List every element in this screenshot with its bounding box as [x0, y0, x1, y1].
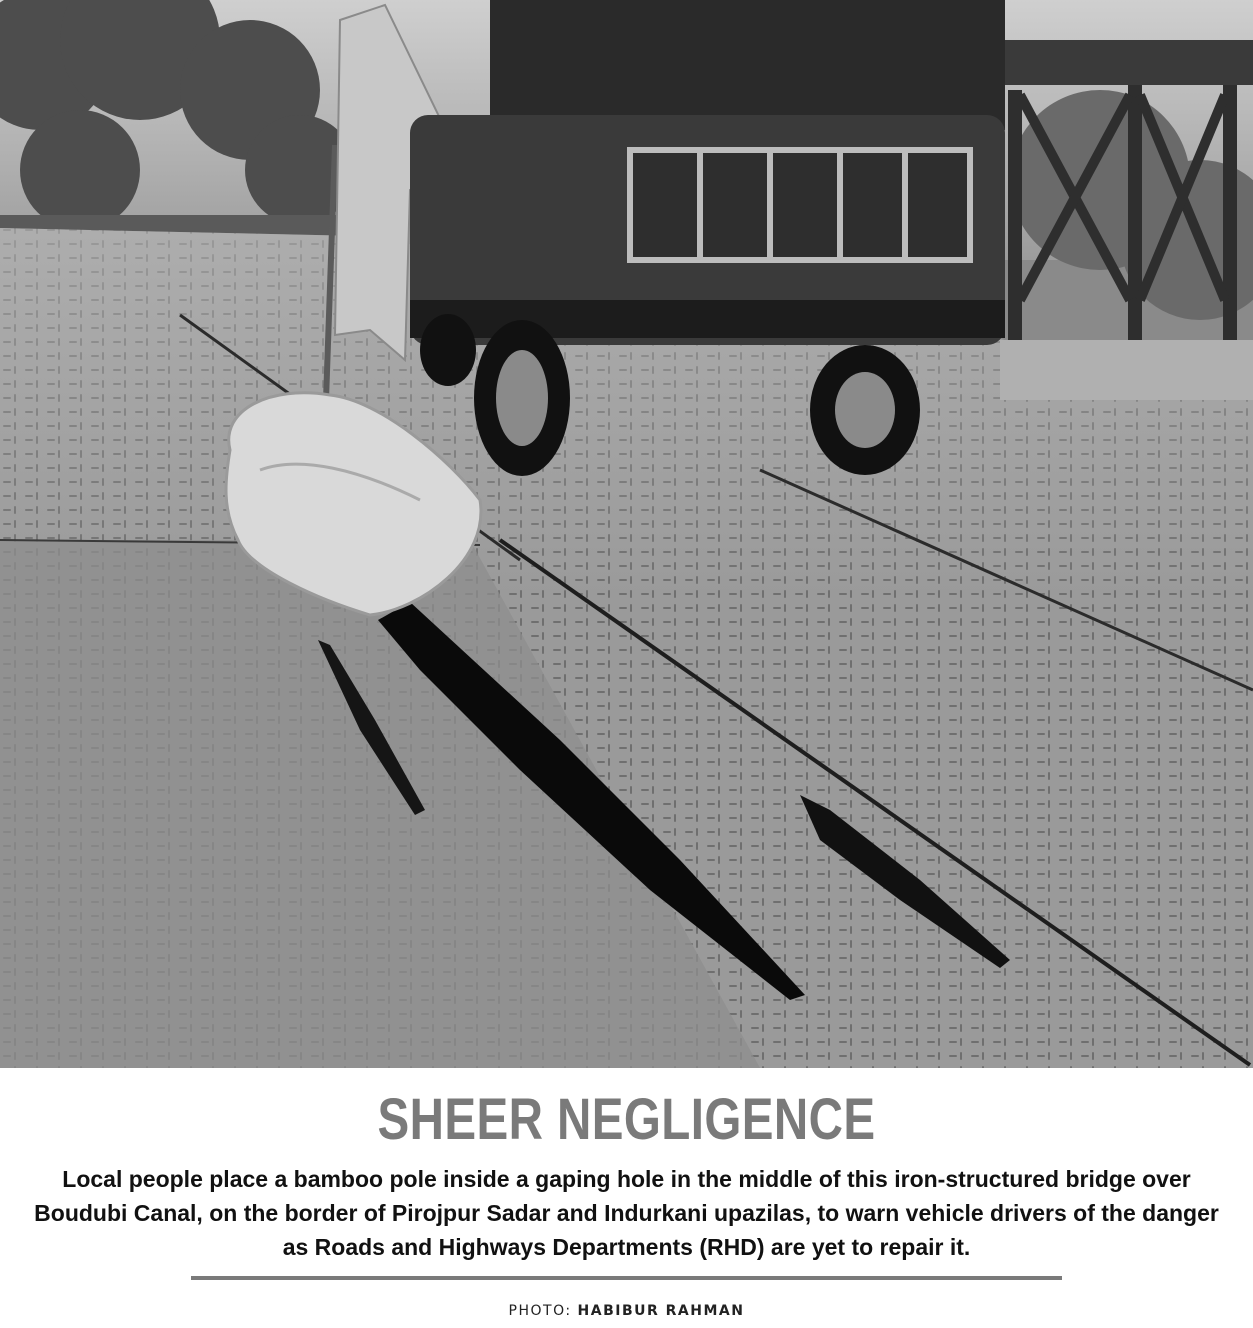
headline: SHEER NEGLIGENCE — [377, 1087, 876, 1152]
credit-name: HABIBUR RAHMAN — [577, 1303, 745, 1319]
caption-line: as Roads and Highways Departments (RHD) are yet to repair it. — [282, 1234, 971, 1260]
caption-line: Boudubi Canal, on the border of Pirojpur Sadar and Indurkani upazilas, to warn vehicle drivers of the danger — [34, 1200, 1219, 1226]
photo-caption — [20, 1162, 1233, 1264]
photo-credit — [0, 1301, 1253, 1321]
caption-line: Local people place a bamboo pole inside a gaping hole in the middle of this iron-structured bridge over — [62, 1166, 1191, 1192]
credit-label: PHOTO: — [508, 1303, 572, 1319]
divider-rule — [191, 1276, 1062, 1280]
